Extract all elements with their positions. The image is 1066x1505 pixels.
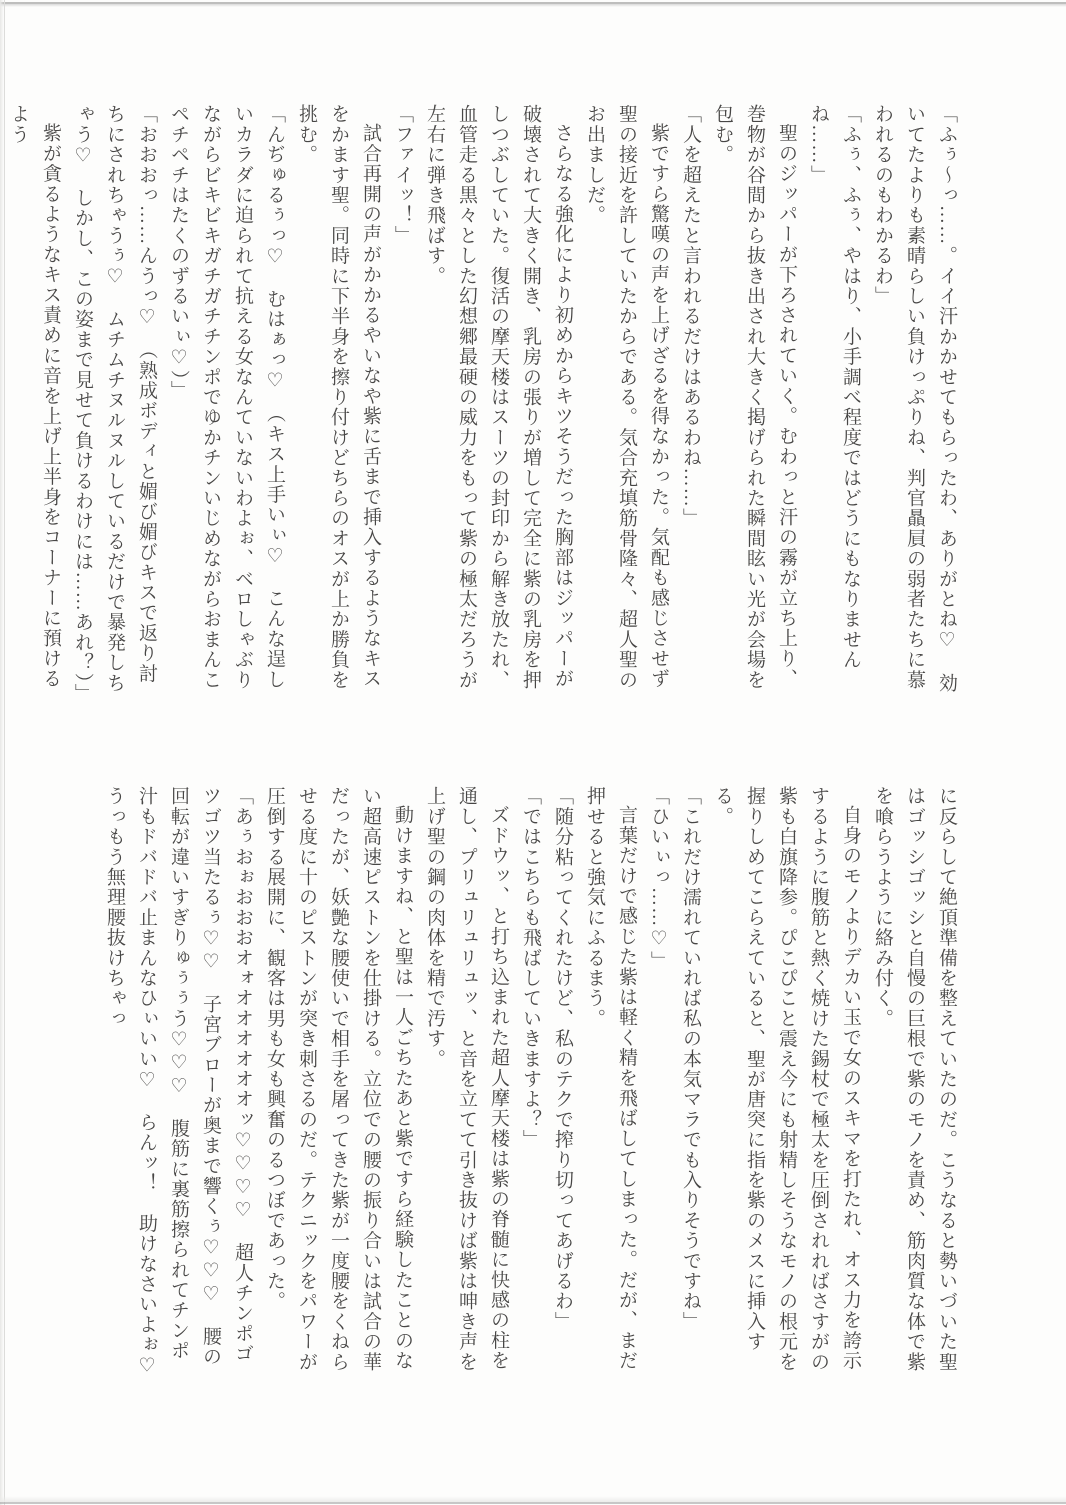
paragraph-dialogue: 「んぢゅるぅっ♡ むはぁっ♡ （キス上手いぃ♡ こんな逞しいカラダに迫られて抗える女なんていないわよぉ、ベロしゃぶりながらビキビキガチガチチンポでゆかチンいじめながらおまんこペチペチはたくのずるいぃ♡）」 xyxy=(168,104,285,690)
paragraph-narration: 紫ですら驚嘆の声を上げざるを得なかった。気配も感じさせず聖の接近を許していたからである。気合充填筋骨隆々、超人聖のお出ましだ。 xyxy=(584,104,669,690)
paragraph-narration: 言葉だけで感じた紫は軽く精を飛ばしてしまった。だが、まだ押せると強気にふるまう。 xyxy=(584,786,637,1371)
paragraph-narration: 紫が貪るようなキス責めに音を上げ上半身をコーナーに預けるよう xyxy=(8,104,61,689)
text-block-bottom xyxy=(104,786,962,1399)
scan-edge-top-shadow xyxy=(0,4,1066,7)
paragraph-dialogue: 「ふぅ〜っ……。イイ汗かかせてもらったわ、ありがとね♡ 効いてたよりも素晴らしい負けっぷりね、判官贔屓の弱者たちに慕われるのもわかるわ」 xyxy=(872,104,957,693)
paragraph-narration: 動けますね、と聖は一人ごちたあと紫ですら経験したことのない超高速ピストンを仕掛ける。立位での腰の振り合いは試合の華だったが、妖艶な腰使いで相手を屠ってきた紫が一度腰をくねらせる度に十のピストンが突き刺さるのだ。テクニックをパワーが圧倒する展開に、観客は男も女も興奮のるつぼであった。 xyxy=(264,786,413,1372)
paragraph-narration: 聖のジッパーが下ろされていく。むわっと汗の霧が立ち上り、巻物が谷間から抜き出され大きく掲げられた瞬間眩い光が会場を包む。 xyxy=(712,104,797,690)
paragraph-dialogue: 「随分粘ってくれたけど、私のテクで搾り切ってあげるわ」 xyxy=(552,786,573,1332)
paragraph-dialogue: 「ひいぃっ……♡」 xyxy=(648,786,669,971)
paragraph-narration: 試合再開の声がかかるやいなや紫に舌まで挿入するようなキスをかます聖。同時に下半身を擦り付けどちらのオスが上か勝負を挑む。 xyxy=(296,104,381,690)
paragraph-dialogue: 「ふぅ、ふぅ、やはり、小手調べ程度ではどうにもなりませんね……」 xyxy=(808,104,861,670)
paragraph-narration: 自身のモノよりデカい玉で女のスキマを打たれ、オス力を誇示するように腹筋と熱く焼けた錫杖で極太を圧倒されればさすがの紫も白旗降参。ぴこぴこと震え今にも射精しそうなモノの根元を握りしめてこらえていると、聖が唐突に指を紫のメスに挿入する。 xyxy=(712,786,861,1372)
paragraph-dialogue: 「人を超えたと言われるだけはあるわね……」 xyxy=(680,104,701,529)
paragraph-narration-continued: に反らして絶頂準備を整えていたのだ。こうなると勢いづいた聖はゴッシゴッシと自慢の巨根で紫のモノを責め、筋肉質な体で紫を喰らうように絡み付く。 xyxy=(872,786,957,1372)
scan-edge-bottom xyxy=(0,1502,1066,1504)
paragraph-dialogue: 「おおおっ……んうっ♡ （熟成ボディと媚び媚びキスで返り討ちにされちゃうぅ♡ ムチムチヌルヌルしているだけで暴発しちゃう♡ しかし、この姿まで見せて負けるわけには……あれ？）」 xyxy=(72,104,157,704)
paragraph-dialogue: 「これだけ濡れていれば私の本気マラでも入りそうですね」 xyxy=(680,786,701,1332)
paragraph-narration: ズドウッ、と打ち込まれた超人摩天楼は紫の脊髄に快感の柱を通し、プリュリュリュッ、と音を立てて引き抜けば紫は呻き声を上げ聖の鋼の肉体を精で汚す。 xyxy=(424,786,509,1372)
paragraph-dialogue: 「あぅおぉおおおオォオオオオオオッ♡♡♡♡ 超人チンポゴツゴツ当たるぅ♡♡ 子宮ブローが奥まで響くぅ♡♡♡ 腰の回転が違いすぎりゅぅぅう♡♡♡ 腹筋に裏筋擦られてチンポ汁もドバドバ止まんなひぃいい♡ らんッ！ 助けなさいよぉ♡ うっもう無理腰抜けちゃっ xyxy=(104,786,253,1399)
paragraph-dialogue: 「ではこちらも飛ばしていきますよ？」 xyxy=(520,786,541,1150)
text-block-top xyxy=(8,104,962,704)
paragraph-dialogue: 「ファイッ！」 xyxy=(392,104,413,246)
paragraph-narration: さらなる強化により初めからキツそうだった胸部はジッパーが破壊されて大きく開き、乳房の張りが増して完全に紫の乳房を押しつぶしていた。復活の摩天楼はスーツの封印から解き放たれ、血管走る黒々とした幻想郷最硬の威力をもって紫の極太だろうが左右に弾き飛ばす。 xyxy=(424,104,573,690)
